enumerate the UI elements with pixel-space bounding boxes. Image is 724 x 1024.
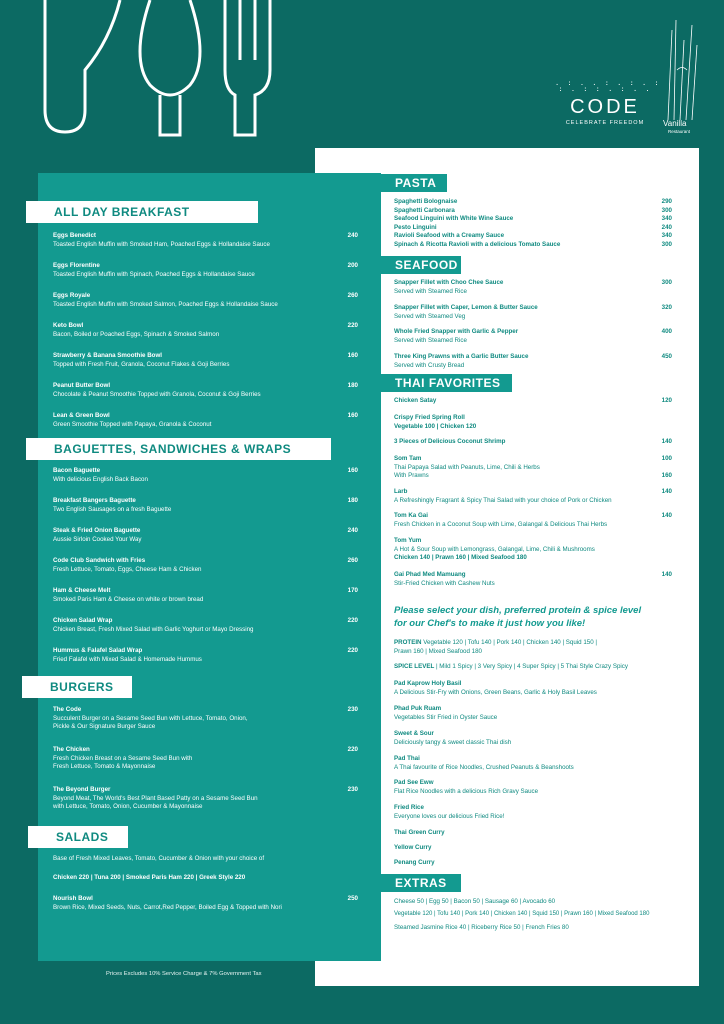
- menu-item: [394, 844, 654, 853]
- item-price: 300: [661, 240, 672, 248]
- menu-item: [394, 304, 654, 321]
- item-name: Code Club Sandwich with Fries: [53, 557, 146, 564]
- cutlery-icon: [0, 0, 300, 140]
- item-name: Ham & Cheese Melt: [53, 587, 111, 594]
- item-desc: Everyone loves our delicious Fried Rice!: [394, 812, 505, 820]
- item-name: Som Tam: [394, 455, 422, 462]
- item-price: 160: [661, 472, 672, 479]
- item-name: Pad Thai: [394, 755, 420, 762]
- item-price: 240: [347, 232, 358, 239]
- extras-line-2: Vegetable 120 | Tofu 140 | Pork 140 | Chicken 140 | Squid 150 | Prawn 160 | Mixed Seafood 180: [394, 911, 650, 917]
- item-desc: A Thai favourite of Rice Noodles, Crushed Peanuts & Beanshoots: [394, 763, 574, 771]
- item-price: 450: [661, 353, 672, 360]
- item-name: Lean & Green Bowl: [53, 412, 110, 419]
- section-title-pasta: PASTA: [381, 174, 447, 192]
- item-name: Keto Bowl: [53, 322, 84, 329]
- item-desc: Fresh Chicken in a Coconut Soup with Lime, Galangal & Delicious Thai Herbs: [394, 520, 608, 528]
- menu-item: [53, 292, 333, 309]
- item-name: The Code: [53, 706, 82, 713]
- item-desc: Smoked Paris Ham & Cheese on white or brown bread: [53, 595, 204, 603]
- spice-options: [394, 662, 694, 671]
- extras-line-1: Cheese 50 | Egg 50 | Bacon 50 | Sausage 60 | Avocado 60: [394, 898, 556, 905]
- section-title-baguettes: BAGUETTES, SANDWICHES & WRAPS: [26, 438, 331, 460]
- item-name: Yellow Curry: [394, 844, 432, 851]
- item-desc: Served with Steamed Veg: [394, 312, 466, 320]
- item-name: 3 Pieces of Delicious Coconut Shrimp: [394, 438, 506, 445]
- item-name: Phad Puk Ruam: [394, 705, 442, 712]
- item-price: 340: [661, 215, 672, 222]
- item-price: 140: [661, 488, 672, 495]
- item-price: 180: [347, 497, 358, 504]
- item-desc: Fresh Chicken Breast on a Sesame Seed Bun with: [53, 754, 193, 762]
- item-price: 140: [661, 571, 672, 578]
- item-name: Sweet & Sour: [394, 730, 434, 737]
- menu-item: [394, 859, 654, 868]
- item-name: Pad See Eww: [394, 779, 434, 786]
- salads-choices: Chicken 220 | Tuna 200 | Smoked Paris Ham 220 | Greek Style 220: [53, 874, 246, 881]
- item-price: 220: [347, 647, 358, 654]
- protein-options: [394, 638, 664, 656]
- item-desc: A Hot & Sour Soup with Lemongrass, Galangal, Lime, Chili & Mushrooms: [394, 545, 595, 553]
- item-desc: Succulent Burger on a Sesame Seed Bun with Lettuce, Tomato, Onion,: [53, 714, 248, 722]
- item-name: Penang Curry: [394, 859, 435, 866]
- menu-item: [394, 779, 654, 796]
- menu-item: [53, 557, 333, 574]
- item-name: Tom Ka Gai: [394, 512, 428, 519]
- item-price: 260: [347, 557, 358, 564]
- menu-item: [53, 786, 333, 812]
- menu-item: [53, 497, 333, 514]
- menu-item: [53, 262, 333, 279]
- section-title-salads: SALADS: [28, 826, 128, 848]
- item-name: The Beyond Burger: [53, 786, 111, 793]
- item-desc: With Prawns: [394, 472, 429, 479]
- menu-item: [394, 730, 654, 747]
- spice-list: | Mild 1 Spicy | 3 Very Spicy | 4 Super Spicy | 5 Thai Style Crazy Spicy: [434, 663, 628, 670]
- menu-item: [53, 706, 333, 732]
- item-desc: Chicken Breast, Fresh Mixed Salad with Garlic Yoghurt or Mayo Dressing: [53, 625, 254, 633]
- menu-item-name: Seafood Linguini with White Wine Sauce: [394, 215, 514, 222]
- item-desc: Stir-Fried Chicken with Cashew Nuts: [394, 579, 495, 587]
- item-price: 160: [347, 412, 358, 419]
- protein-list: Vegetable 120 | Tofu 140 | Pork 140 | Chicken 140 | Squid 150 |: [421, 639, 597, 646]
- salads-intro: Base of Fresh Mixed Leaves, Tomato, Cucumber & Onion with your choice of: [53, 855, 265, 862]
- menu-item: [394, 680, 654, 697]
- menu-item: [53, 587, 333, 604]
- item-name: Snapper Fillet with Choo Chee Sauce: [394, 279, 504, 286]
- item-desc: Beyond Meat, The World's Best Plant Based Patty on a Sesame Seed Bun: [53, 794, 258, 802]
- menu-item: [394, 804, 654, 821]
- item-name: Strawberry & Banana Smoothie Bowl: [53, 352, 162, 359]
- item-desc: Fried Falafel with Mixed Salad & Homemade Hummus: [53, 655, 202, 663]
- item-price: 300: [661, 206, 672, 214]
- item-name: Crispy Fried Spring Roll: [394, 414, 465, 421]
- item-name: Hummus & Falafel Salad Wrap: [53, 647, 143, 654]
- menu-item: [394, 571, 654, 588]
- item-price: 300: [661, 279, 672, 286]
- item-price: 340: [661, 232, 672, 239]
- menu-item: [53, 527, 333, 544]
- item-name: Three King Prawns with a Garlic Butter Sauce: [394, 353, 529, 360]
- item-desc: Vegetable 100 | Chicken 120: [394, 422, 477, 430]
- menu-item: [394, 328, 654, 345]
- item-name: Whole Fried Snapper with Garlic & Pepper: [394, 328, 519, 335]
- item-desc: Topped with Fresh Fruit, Granola, Coconut Flakes & Goji Berries: [53, 360, 230, 368]
- menu-item: [53, 617, 333, 634]
- item-desc: Toasted English Muffin with Smoked Salmon, Poached Eggs & Hollandaise Sauce: [53, 300, 278, 308]
- item-name: Snapper Fillet with Caper, Lemon & Butter Sauce: [394, 304, 538, 311]
- brand-logo: [555, 79, 661, 126]
- item-desc: Brown Rice, Mixed Seeds, Nuts, Carrot,Red Pepper, Boiled Egg & Topped with Nori: [53, 903, 282, 911]
- menu-item-name: Pesto Linguini: [394, 223, 437, 231]
- item-price: 400: [661, 328, 672, 335]
- item-desc: Deliciously tangy & sweet classic Thai dish: [394, 738, 512, 746]
- item-price: 180: [347, 382, 358, 389]
- item-desc: Fresh Lettuce, Tomato & Mayonnaise: [53, 763, 156, 770]
- item-desc: Bacon, Boiled or Poached Eggs, Spinach & Smoked Salmon: [53, 330, 220, 338]
- menu-item: [53, 352, 333, 369]
- brand-tagline: CELEBRATE FREEDOM: [565, 120, 645, 126]
- extras-line-3: Steamed Jasmine Rice 40 | Riceberry Rice 50 | French Fries 80: [394, 924, 569, 931]
- item-name: Eggs Florentine: [53, 262, 100, 269]
- menu-item: [394, 512, 654, 529]
- item-name: Nourish Bowl: [53, 895, 93, 902]
- section-title-burgers: BURGERS: [22, 676, 132, 698]
- item-name: Steak & Fried Onion Baguette: [53, 527, 141, 534]
- item-name: Chicken Salad Wrap: [53, 617, 113, 624]
- item-name: Fried Rice: [394, 804, 424, 811]
- item-desc: Toasted English Muffin with Spinach, Poached Eggs & Hollandaise Sauce: [53, 270, 255, 278]
- item-price: 290: [661, 198, 672, 205]
- section-title-breakfast: ALL DAY BREAKFAST: [26, 201, 258, 223]
- partner-name: Vanilla: [663, 119, 687, 128]
- item-desc: with Lettuce, Tomato, Onion, Cucumber & Mayonnaise: [53, 803, 203, 810]
- item-price: 100: [661, 455, 672, 462]
- item-price: 120: [661, 397, 672, 404]
- item-name: Chicken Satay: [394, 397, 437, 404]
- item-name: Eggs Royale: [53, 292, 91, 299]
- item-desc: With delicious English Back Bacon: [53, 475, 148, 483]
- vanilla-plant-icon: [662, 20, 702, 130]
- brand-name: CODE: [570, 96, 640, 118]
- section-title-thai: THAI FAVORITES: [381, 374, 512, 392]
- protein-label: PROTEIN: [394, 639, 422, 646]
- menu-item: [394, 488, 654, 505]
- order-instruction: Please select your dish, preferred protein & spice level for our Chef's to make it just how you like!: [394, 605, 642, 629]
- brand-dots: . : . . : . : . : : . : : . : . .: [555, 79, 661, 93]
- menu-item: [394, 755, 654, 772]
- menu-item: [53, 382, 333, 399]
- spice-label: SPICE LEVEL: [394, 663, 435, 670]
- item-desc: Flat Rice Noodles with a delicious Rich Gravy Sauce: [394, 787, 539, 795]
- item-name: Thai Green Curry: [394, 829, 445, 836]
- item-price: 220: [347, 746, 358, 753]
- item-price: 220: [347, 322, 358, 329]
- item-desc: Chicken 140 | Prawn 160 | Mixed Seafood 180: [394, 554, 527, 561]
- menu-item: [53, 647, 333, 664]
- item-desc: Served with Steamed Rice: [394, 287, 467, 295]
- item-name: Peanut Butter Bowl: [53, 382, 111, 389]
- tax-footnote: Prices Excludes 10% Service Charge & 7% Government Tax: [106, 971, 262, 977]
- menu-item: [394, 455, 654, 481]
- item-price: 140: [661, 512, 672, 519]
- item-price: 170: [347, 587, 358, 594]
- item-price: 240: [661, 223, 672, 231]
- menu-item: [394, 414, 654, 431]
- menu-item-name: Ravioli Seafood with a Creamy Sauce: [394, 232, 505, 239]
- item-name: Bacon Baguette: [53, 467, 101, 474]
- item-price: 250: [347, 895, 358, 902]
- item-price: 230: [347, 706, 358, 713]
- item-desc: Toasted English Muffin with Smoked Ham, Poached Eggs & Hollandaise Sauce: [53, 240, 270, 248]
- item-name: Eggs Benedict: [53, 232, 96, 239]
- item-desc: Served with Steamed Rice: [394, 336, 467, 344]
- partner-sub: Restaurant: [668, 129, 691, 134]
- item-name: Larb: [394, 488, 408, 495]
- item-price: 240: [347, 527, 358, 534]
- menu-item: [394, 829, 654, 838]
- item-desc: A Delicious Stir-Fry with Onions, Green Beans, Garlic & Holy Basil Leaves: [394, 688, 597, 696]
- menu-item-name: Spinach & Ricotta Ravioli with a delicious Tomato Sauce: [394, 240, 561, 248]
- menu-item-name: Spaghetti Carbonara: [394, 206, 455, 214]
- menu-item: [53, 746, 333, 772]
- item-desc: Green Smoothie Topped with Papaya, Granola & Coconut: [53, 420, 212, 428]
- item-desc: Aussie Sirloin Cooked Your Way: [53, 535, 142, 543]
- menu-item: [53, 467, 333, 484]
- section-title-extras: EXTRAS: [381, 874, 461, 892]
- section-title-seafood: SEAFOOD: [381, 256, 461, 274]
- item-price: 320: [661, 304, 672, 311]
- protein-list-2: Prawn 160 | Mixed Seafood 180: [394, 648, 482, 655]
- menu-item: [394, 397, 654, 406]
- item-name: Breakfast Bangers Baguette: [53, 497, 136, 504]
- item-price: 260: [347, 292, 358, 299]
- item-desc: Two English Sausages on a fresh Baguette: [53, 505, 172, 513]
- menu-item: [394, 705, 654, 722]
- item-desc: Pickle & Our Signature Burger Sauce: [53, 723, 156, 730]
- item-name: Tom Yum: [394, 537, 422, 544]
- item-price: 230: [347, 786, 358, 793]
- item-price: 160: [347, 352, 358, 359]
- menu-item: [53, 895, 333, 912]
- item-price: 200: [347, 262, 358, 269]
- item-price: 160: [347, 467, 358, 474]
- item-name: Pad Kaprow Holy Basil: [394, 680, 462, 687]
- item-name: The Chicken: [53, 746, 90, 753]
- menu-item: [394, 279, 654, 296]
- menu-item-name: Spaghetti Bolognaise: [394, 198, 458, 205]
- menu-item: [394, 353, 654, 370]
- item-desc: Thai Papaya Salad with Peanuts, Lime, Chili & Herbs: [394, 463, 540, 471]
- menu-item: [53, 232, 333, 249]
- item-desc: Fresh Lettuce, Tomato, Eggs, Cheese Ham & Chicken: [53, 565, 202, 573]
- item-price: 220: [347, 617, 358, 624]
- menu-item: [53, 322, 333, 339]
- item-desc: A Refreshingly Fragrant & Spicy Thai Salad with your choice of Pork or Chicken: [394, 496, 612, 504]
- item-price: 140: [661, 438, 672, 445]
- item-desc: Chocolate & Peanut Smoothie Topped with Granola, Coconut & Goji Berries: [53, 390, 261, 398]
- item-desc: Served with Crusty Bread: [394, 361, 465, 369]
- menu-item: [394, 537, 654, 563]
- menu-item: [53, 412, 333, 429]
- item-desc: Vegetables Stir Fried in Oyster Sauce: [394, 713, 498, 721]
- menu-item: [394, 438, 654, 447]
- item-name: Gai Phad Med Mamuang: [394, 571, 466, 578]
